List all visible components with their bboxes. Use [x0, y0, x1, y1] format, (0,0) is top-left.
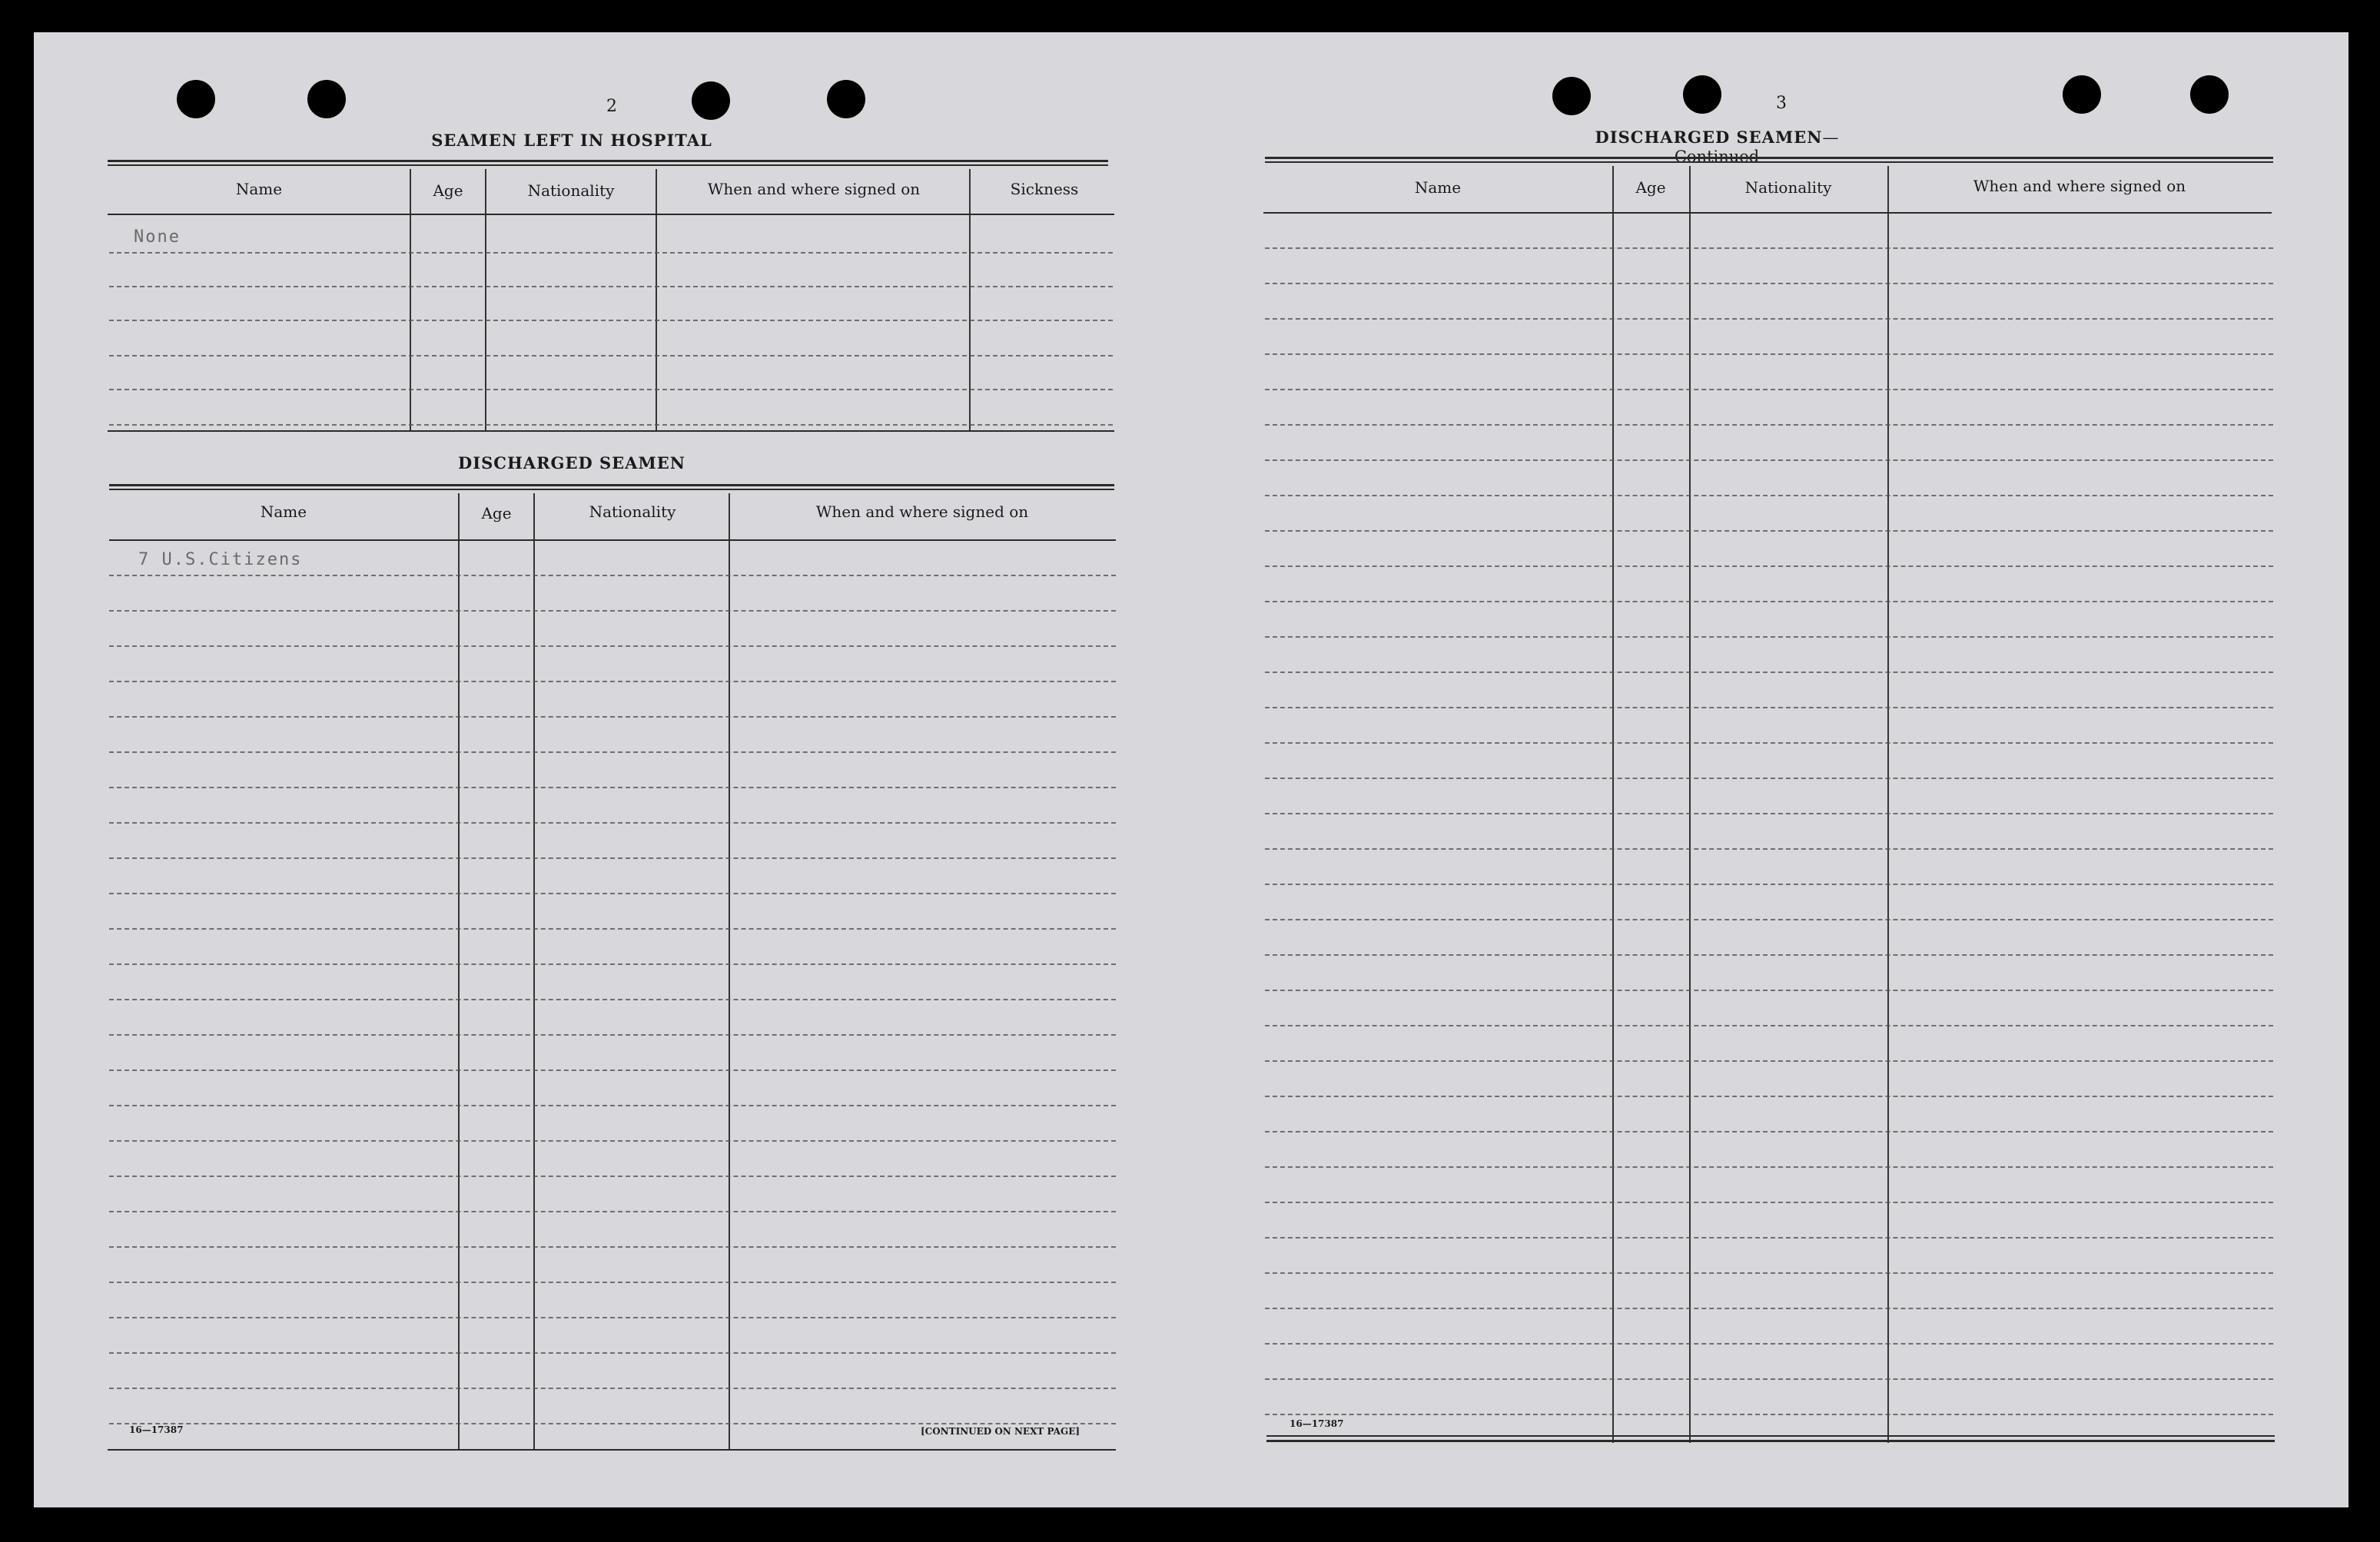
column-header-signed-on: When and where signed on [1973, 177, 2186, 195]
entry-line [109, 1140, 1116, 1142]
entry-line [1265, 672, 2273, 673]
discharged-section-title: DISCHARGED SEAMEN [458, 453, 685, 473]
entry-line [109, 1246, 1116, 1248]
entry-line [109, 1034, 1116, 1036]
entry-line [1265, 778, 2273, 779]
entry-line [1265, 1096, 2273, 1097]
page-number: 3 [1776, 94, 1787, 113]
punch-hole [177, 80, 215, 118]
punch-hole [692, 81, 730, 120]
continued-top-rule [1265, 161, 2273, 163]
column-divider [485, 169, 486, 430]
entry-line [109, 751, 1116, 753]
entry-line [109, 355, 1113, 356]
entry-line [109, 610, 1116, 612]
column-divider [458, 493, 460, 1451]
entry-line [1265, 601, 2273, 602]
hospital-top-rule [108, 164, 1108, 166]
continued-bottom-rule [1266, 1435, 2275, 1437]
entry-line [109, 1352, 1116, 1354]
entry-line [109, 1069, 1116, 1071]
continued-note: [CONTINUED ON NEXT PAGE] [921, 1426, 1080, 1437]
entry-line [109, 822, 1116, 824]
column-header-nationality: Nationality [527, 181, 615, 200]
entry-line [1265, 1343, 2273, 1345]
entry-line [1265, 884, 2273, 885]
entry-line [1265, 848, 2273, 850]
entry-line [1265, 283, 2273, 284]
entry-line [1265, 1272, 2273, 1274]
entry-line [1265, 1378, 2273, 1380]
column-divider [533, 493, 535, 1451]
entry-line [1265, 1025, 2273, 1026]
entry-line [1265, 1166, 2273, 1168]
column-header-signed-on: When and where signed on [815, 502, 1029, 521]
entry-line [109, 389, 1113, 390]
entry-line [1265, 495, 2273, 496]
punch-hole [1552, 77, 1591, 115]
entry-line [109, 1282, 1116, 1283]
entry-line [109, 575, 1116, 576]
entry-line [109, 424, 1113, 426]
punch-hole [827, 80, 865, 118]
punch-hole [307, 80, 346, 118]
column-header-name: Name [260, 502, 307, 521]
column-header-nationality: Nationality [1744, 178, 1832, 197]
column-header-age: Age [1635, 178, 1666, 197]
punch-hole [1683, 75, 1721, 114]
entry-line [109, 999, 1116, 1000]
entry-line [1265, 318, 2273, 320]
entry-line [109, 1211, 1116, 1212]
entry-line [1265, 353, 2273, 355]
column-divider [656, 169, 657, 430]
column-divider [729, 493, 730, 1451]
entry-line [1265, 954, 2273, 956]
entry-line [109, 1176, 1116, 1177]
column-divider [1887, 166, 1889, 1443]
entry-line [109, 716, 1116, 718]
entry-line [1265, 424, 2273, 426]
entry-line [109, 645, 1116, 647]
entry-line [1265, 813, 2273, 814]
column-divider [969, 169, 971, 430]
entry-line [109, 928, 1116, 930]
entry-line [109, 1317, 1116, 1318]
entry-line [109, 1105, 1116, 1106]
column-header-sickness: Sickness [1010, 180, 1079, 198]
entry-line [109, 1423, 1116, 1424]
discharged-top-rule [109, 484, 1114, 486]
column-header-name: Name [1414, 178, 1462, 197]
entry-line [1265, 1414, 2273, 1415]
column-divider [1612, 166, 1614, 1443]
entry-line [109, 286, 1113, 287]
entry-line [109, 1388, 1116, 1389]
column-divider [410, 169, 411, 430]
hospital-bottom-rule [108, 430, 1114, 432]
page-number: 2 [606, 97, 617, 116]
entry-line [109, 320, 1113, 321]
entry-line [1265, 636, 2273, 638]
entry-line [1265, 247, 2273, 249]
discharged-bottom-rule [108, 1449, 1116, 1451]
entry-line [1265, 990, 2273, 991]
title-main: DISCHARGED SEAMEN [1595, 128, 1823, 147]
entry-line [1265, 1131, 2273, 1132]
entry-line [1265, 1237, 2273, 1239]
discharged-entry: 7 U.S.Citizens [138, 550, 303, 569]
column-header-signed-on: When and where signed on [707, 180, 921, 198]
column-header-nationality: Nationality [589, 502, 676, 521]
entry-line [1265, 389, 2273, 390]
header-rule [109, 539, 1116, 541]
punch-hole [2063, 75, 2101, 114]
entry-line [109, 252, 1113, 254]
form-number: 16—17387 [1290, 1418, 1344, 1429]
entry-line [1265, 1308, 2273, 1309]
discharged-continued-title [1555, 128, 1878, 166]
document-page [34, 32, 2348, 1507]
entry-line [109, 893, 1116, 894]
entry-line [1265, 530, 2273, 532]
column-header-age: Age [433, 181, 463, 200]
entry-line [109, 963, 1116, 965]
entry-line [109, 787, 1116, 788]
discharged-top-rule [109, 489, 1114, 490]
entry-line [1265, 742, 2273, 744]
entry-line [1265, 1202, 2273, 1203]
hospital-top-rule [108, 160, 1108, 162]
entry-line [1265, 565, 2273, 567]
column-header-age: Age [481, 504, 512, 522]
column-divider [1689, 166, 1691, 1443]
continued-bottom-rule [1266, 1440, 2275, 1442]
form-number: 16—17387 [129, 1424, 184, 1435]
entry-line [1265, 919, 2273, 920]
punch-hole [2190, 75, 2229, 114]
entry-line [109, 857, 1116, 859]
entry-line [1265, 707, 2273, 708]
header-rule [1263, 212, 2272, 214]
entry-line [1265, 459, 2273, 461]
entry-line [1265, 1060, 2273, 1062]
header-rule [108, 214, 1114, 215]
title-continued: —Continued [1674, 128, 1839, 166]
column-header-name: Name [235, 180, 283, 198]
continued-top-rule [1265, 157, 2273, 159]
hospital-entry: None [134, 227, 181, 247]
hospital-section-title: SEAMEN LEFT IN HOSPITAL [431, 131, 712, 150]
entry-line [109, 681, 1116, 682]
